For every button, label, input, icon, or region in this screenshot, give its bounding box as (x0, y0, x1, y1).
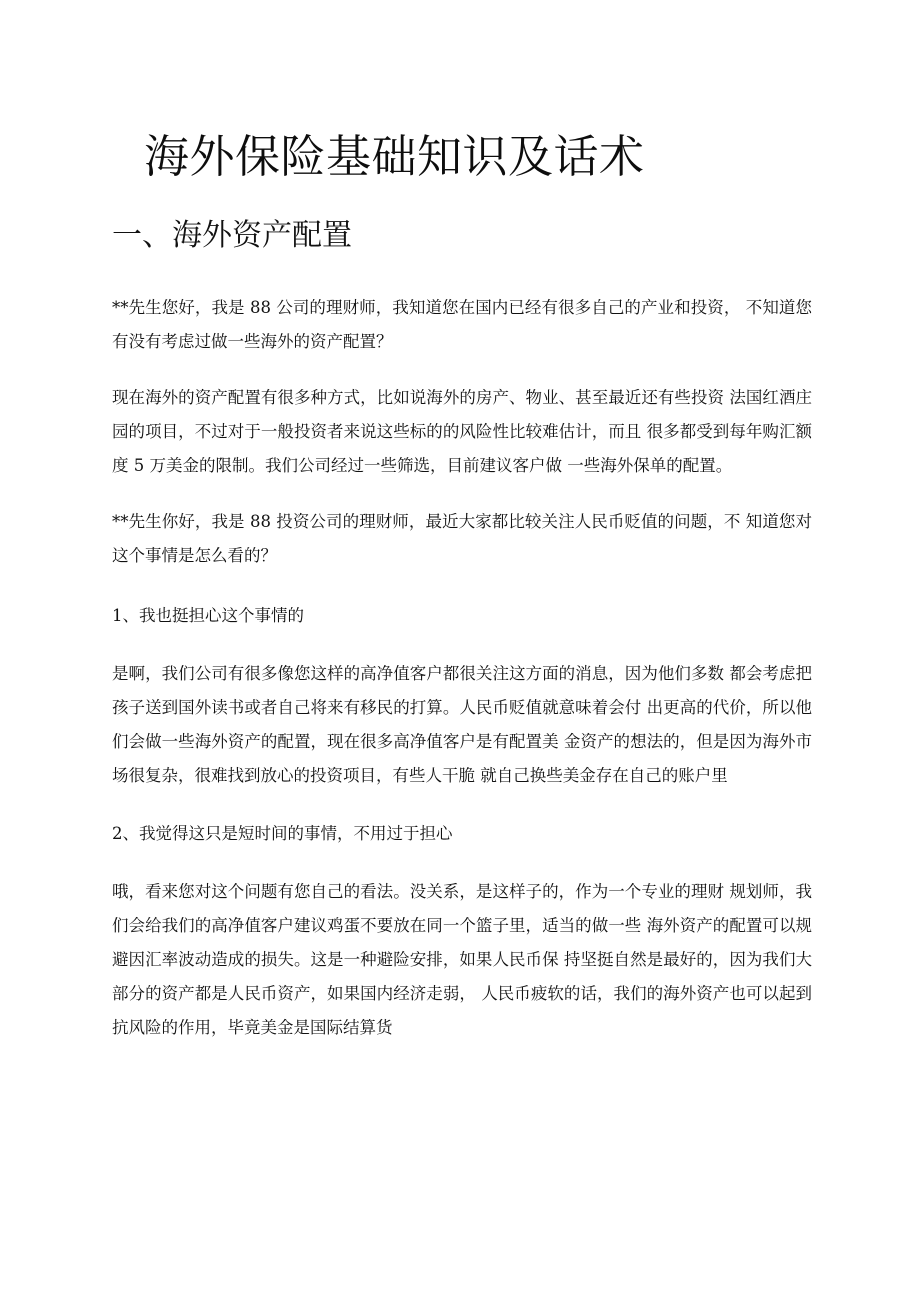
paragraph-rmb-depreciation-question: **先生你好，我是 88 投资公司的理财师，最近大家都比较关注人民币贬值的问题，不 知道您对这个事情是怎么看的？ (112, 511, 812, 565)
paragraph-allocation-methods: 现在海外的资产配置有很多种方式，比如说海外的房产、物业、甚至最近还有些投资 法国红酒庄园的项目，不过对于一般投资者来说这些标的的风险性比较难估计，而且 很多都受到每年购汇额度 5 万美金的限制。我们公司经过一些筛选，目前建议客户做 一些海外保单的配置。 (112, 387, 812, 475)
spacer (112, 483, 812, 505)
numbered-item-1: 1、我也挺担心这个事情的 (112, 605, 304, 625)
spacer (112, 573, 812, 599)
spacer (112, 851, 812, 875)
paragraph-response-2: 哦，看来您对这个问题有您自己的看法。没关系，是这样子的，作为一个专业的理财 规划师，我们会给我们的高净值客户建议鸡蛋不要放在同一个篮子里，适当的做一些 海外资产的配置可以规避因汇率波动造成的损失。这是一种避险安排，如果人民币保 持坚挺自然是最好的，因为我们大部分的资产都是人民币资产，如果国内经济走弱， 人民币疲软的话，我们的海外资产也可以起到抗风险的作用，毕竟美金是国际结算货 (112, 881, 812, 1037)
paragraph-response-1: 是啊，我们公司有很多像您这样的高净值客户都很关注这方面的消息，因为他们多数 都会考虑把孩子送到国外读书或者自己将来有移民的打算。人民币贬值就意味着会付 出更高的代价，所以他们会做一些海外资产的配置，现在很多高净值客户是有配置美 金资产的想法的，但是因为海外市场很复杂，很难找到放心的投资项目，有些人干脆 就自己换些美金存在自己的账户里 (112, 663, 812, 785)
page-title: 海外保险基础知识及话术 (144, 130, 645, 183)
paragraph-intro-greeting: **先生您好，我是 88 公司的理财师，我知道您在国内已经有很多自己的产业和投资， 不知道您有没有考虑过做一些海外的资产配置？ (112, 297, 812, 351)
spacer (112, 633, 812, 657)
section-heading-overseas-asset-allocation: 一、海外资产配置 (112, 218, 352, 253)
spacer (112, 793, 812, 817)
spacer (112, 255, 812, 291)
spacer (112, 359, 812, 381)
numbered-item-2: 2、我觉得这只是短时间的事情，不用过于担心 (112, 823, 453, 843)
page-content (112, 0, 812, 1045)
